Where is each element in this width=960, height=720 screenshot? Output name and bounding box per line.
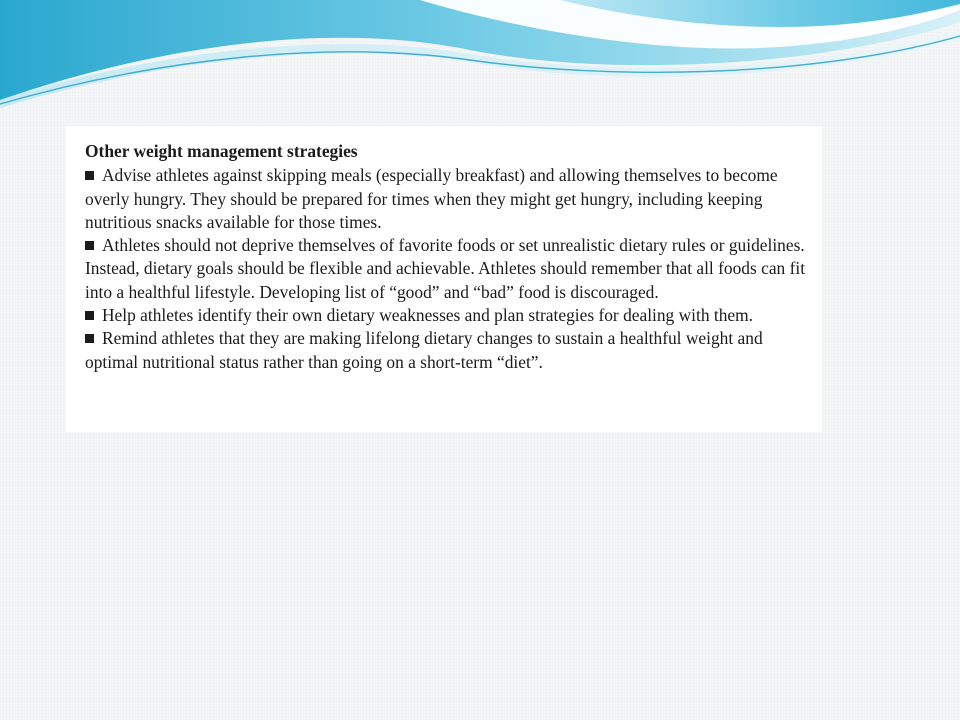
list-item [85,164,808,234]
list-item-text: Remind athletes that they are making lifelong dietary changes to sustain a healthful weight and optimal nutritional status rather than going on a short-term “diet”. [85,328,763,372]
black-square-bullet-icon [85,334,94,343]
black-square-bullet-icon [85,241,94,250]
list-item [85,327,808,374]
black-square-bullet-icon [85,311,94,320]
list-item [85,304,808,327]
wave-header-decoration [0,0,960,115]
list-item-text: Athletes should not deprive themselves of favorite foods or set unrealistic dietary rules or guidelines. Instead, dietary goals should be flexible and achievable. Athletes should remember that all foods can fit into a healthful lifestyle. Developing list of “good” and “bad” food is discouraged. [85,235,806,302]
list-item-text: Help athletes identify their own dietary weaknesses and plan strategies for dealing with them. [102,305,753,326]
strategies-heading: Other weight management strategies [85,141,358,161]
black-square-bullet-icon [85,171,94,180]
text-content-box [66,126,822,432]
list-item [85,234,808,304]
list-item-text: Advise athletes against skipping meals (especially breakfast) and allowing themselves to become overly hungry. They should be prepared for times when they might get hungry, including keeping nutritious snacks available for those times. [85,165,778,232]
